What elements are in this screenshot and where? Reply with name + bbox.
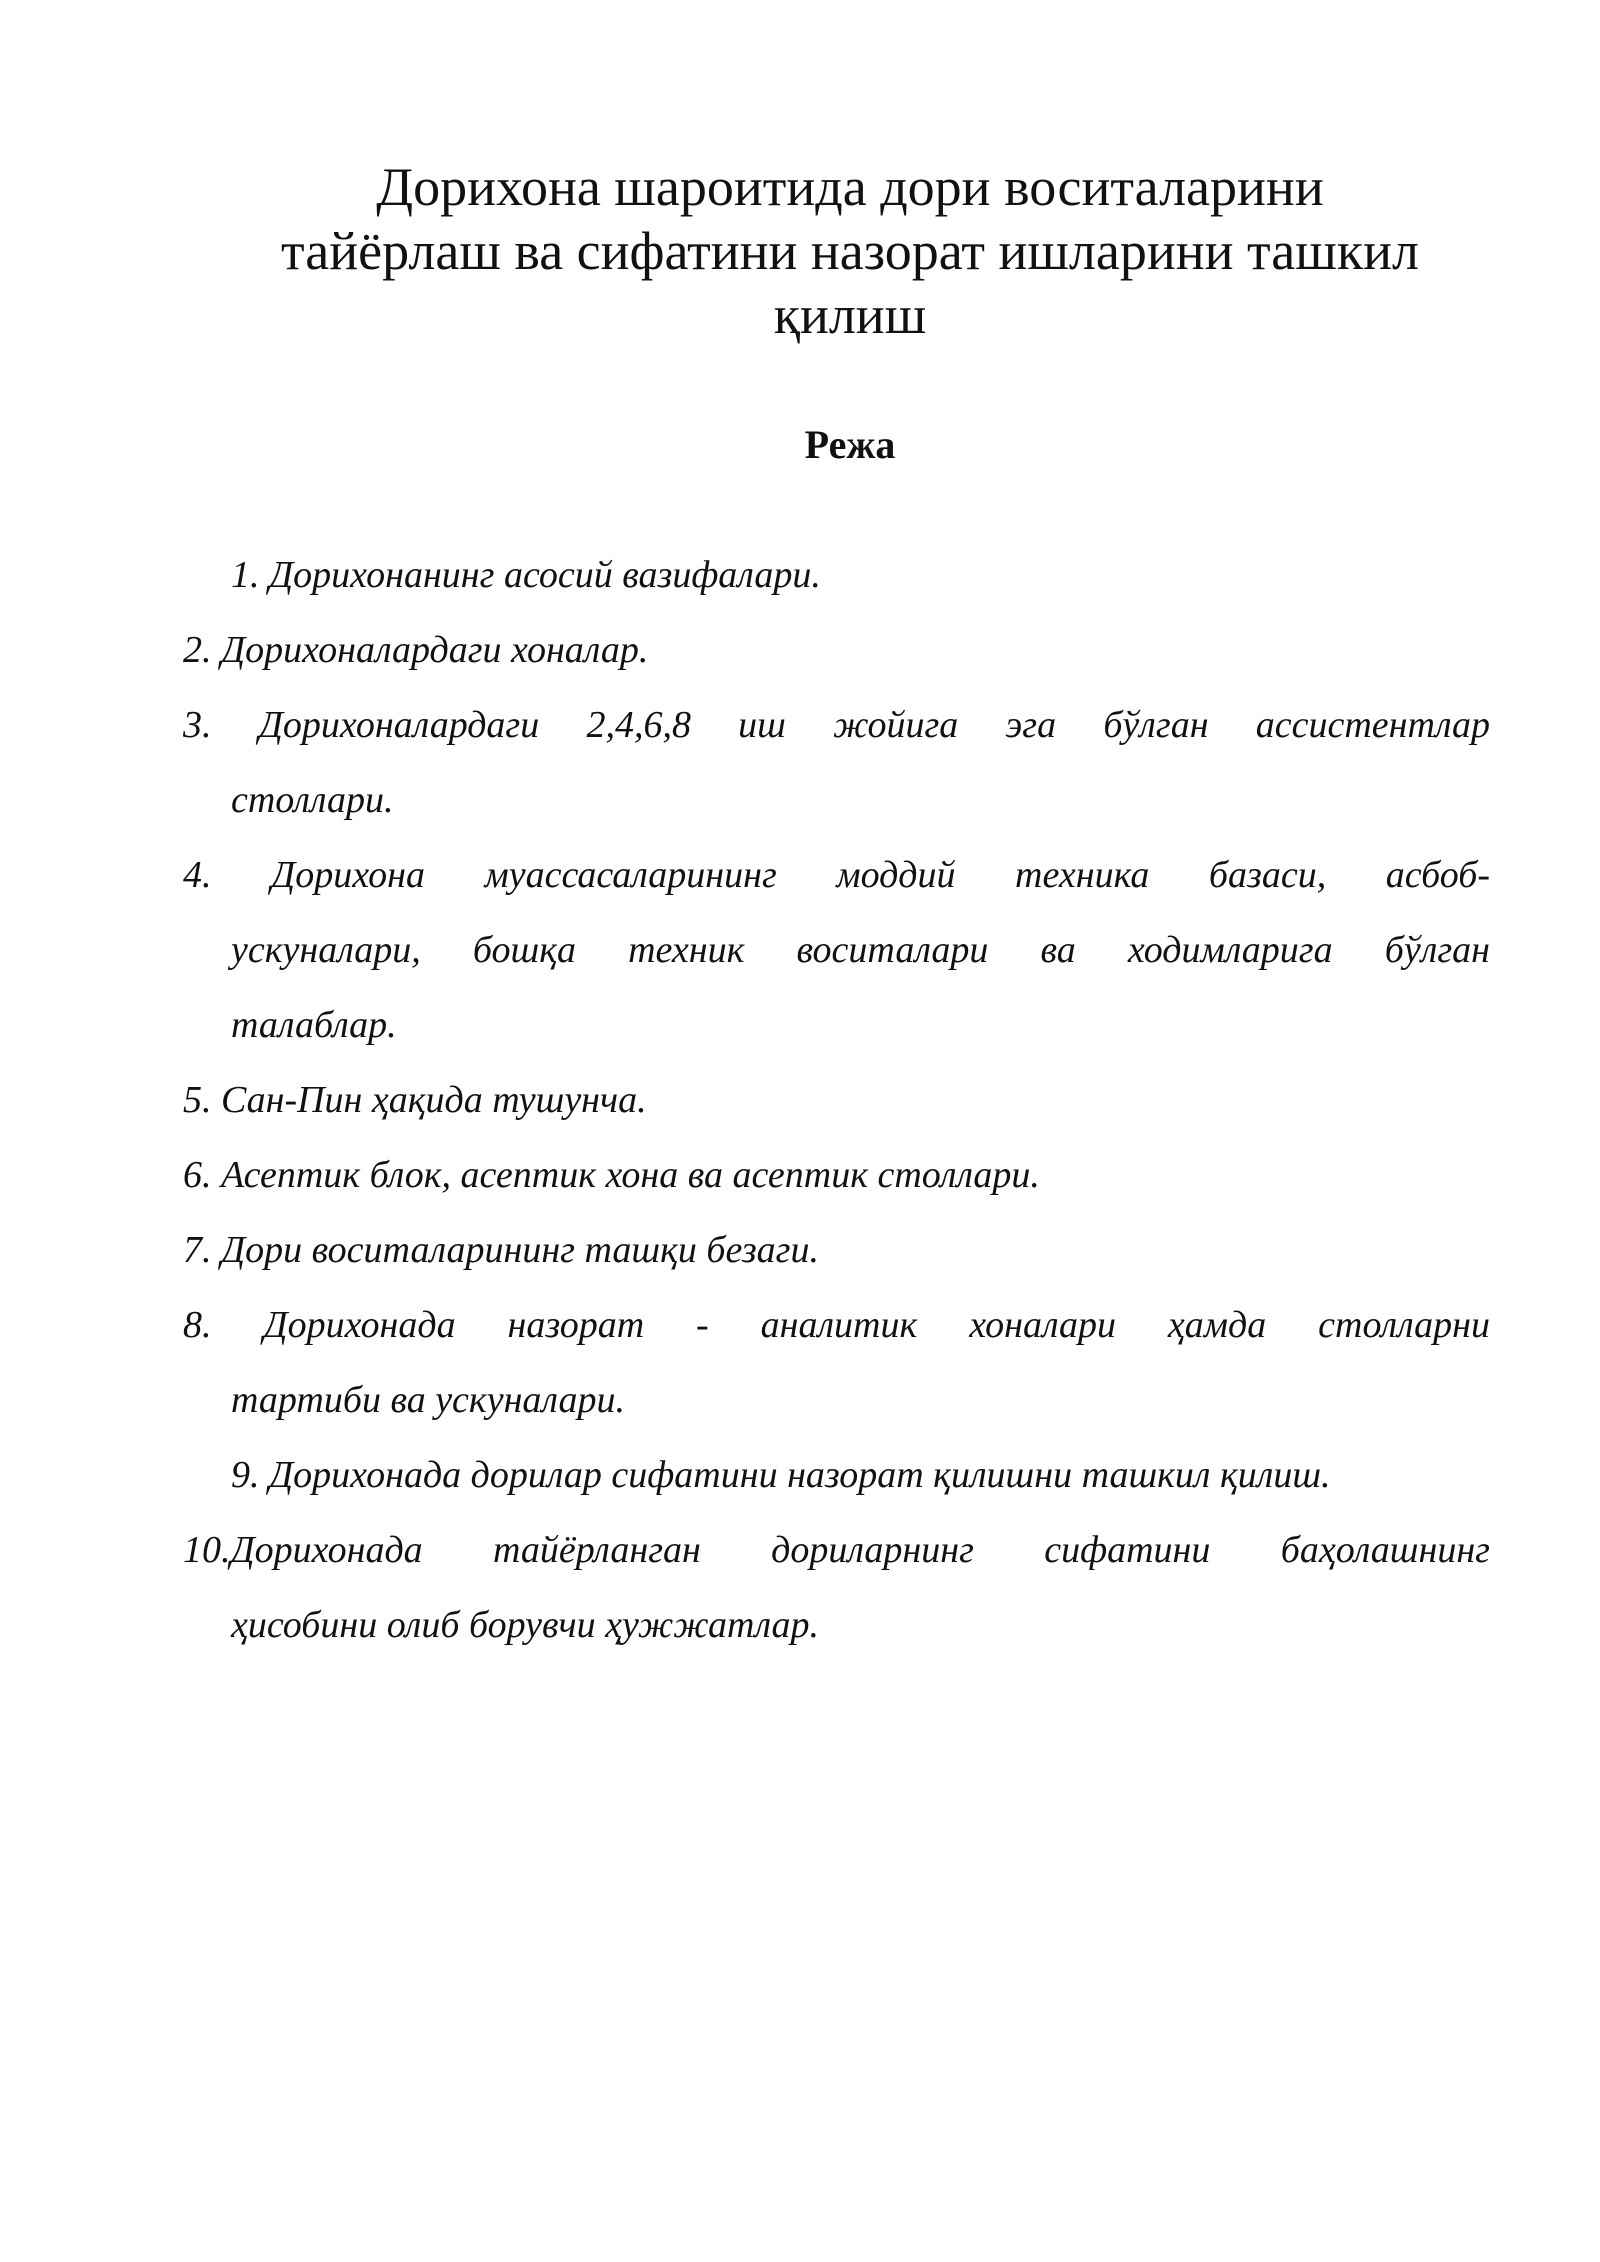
plan-item-line: талаблар.	[231, 1004, 397, 1046]
title-line: Дорихона шароитида дори воситаларини	[376, 157, 1324, 217]
plan-item-line: 4. Дорихона муассасаларининг моддий техника базаси, асбоб-	[183, 854, 1490, 896]
plan-item-line: ҳисобини олиб борувчи ҳужжатлар.	[231, 1604, 820, 1646]
plan-list	[183, 538, 1490, 1663]
plan-item-text: 1. Дорихонанинг асосий вазифалари.	[231, 554, 821, 596]
plan-item-line: 8. Дорихонада назорат - аналитик хоналари ҳамда столларни	[183, 1304, 1490, 1346]
plan-item	[183, 1063, 1490, 1138]
plan-item-line: столлари.	[231, 779, 394, 821]
plan-item	[183, 1138, 1490, 1213]
plan-item	[183, 688, 1490, 838]
plan-heading: Режа	[804, 422, 896, 467]
plan-item	[183, 1438, 1490, 1513]
plan-item-text: 7. Дори воситаларининг ташқи безаги.	[183, 1229, 819, 1271]
plan-item	[183, 1513, 1490, 1663]
plan-item-text: 2. Дорихоналардаги хоналар.	[183, 629, 649, 671]
plan-item-line: тартиби ва ускуналари.	[231, 1379, 625, 1421]
plan-item-text: 9. Дорихонада дорилар сифатини назорат қилишни ташкил қилиш.	[231, 1454, 1331, 1496]
plan-item-line: ускуналари, бошқа техник воситалари ва ходимларига бўлган	[231, 929, 1490, 971]
plan-item	[183, 1288, 1490, 1438]
plan-item-text: 5. Сан-Пин ҳақида тушунча.	[183, 1079, 647, 1121]
plan-item	[183, 838, 1490, 1063]
plan-item-line: 3. Дорихоналардаги 2,4,6,8 иш жойига эга бўлган ассистентлар	[183, 704, 1490, 746]
plan-item-text: 6. Асептик блок, асептик хона ва асептик столлари.	[183, 1154, 1040, 1196]
plan-item	[183, 538, 1490, 613]
plan-item	[183, 1213, 1490, 1288]
title-line: қилиш	[773, 285, 927, 345]
plan-item	[183, 613, 1490, 688]
plan-item-line: 10.Дорихонада тайёрланган дориларнинг сифатини баҳолашнинг	[183, 1529, 1490, 1571]
document-title	[200, 155, 1500, 347]
title-line: тайёрлаш ва сифатини назорат ишларини ташкил	[281, 221, 1419, 281]
